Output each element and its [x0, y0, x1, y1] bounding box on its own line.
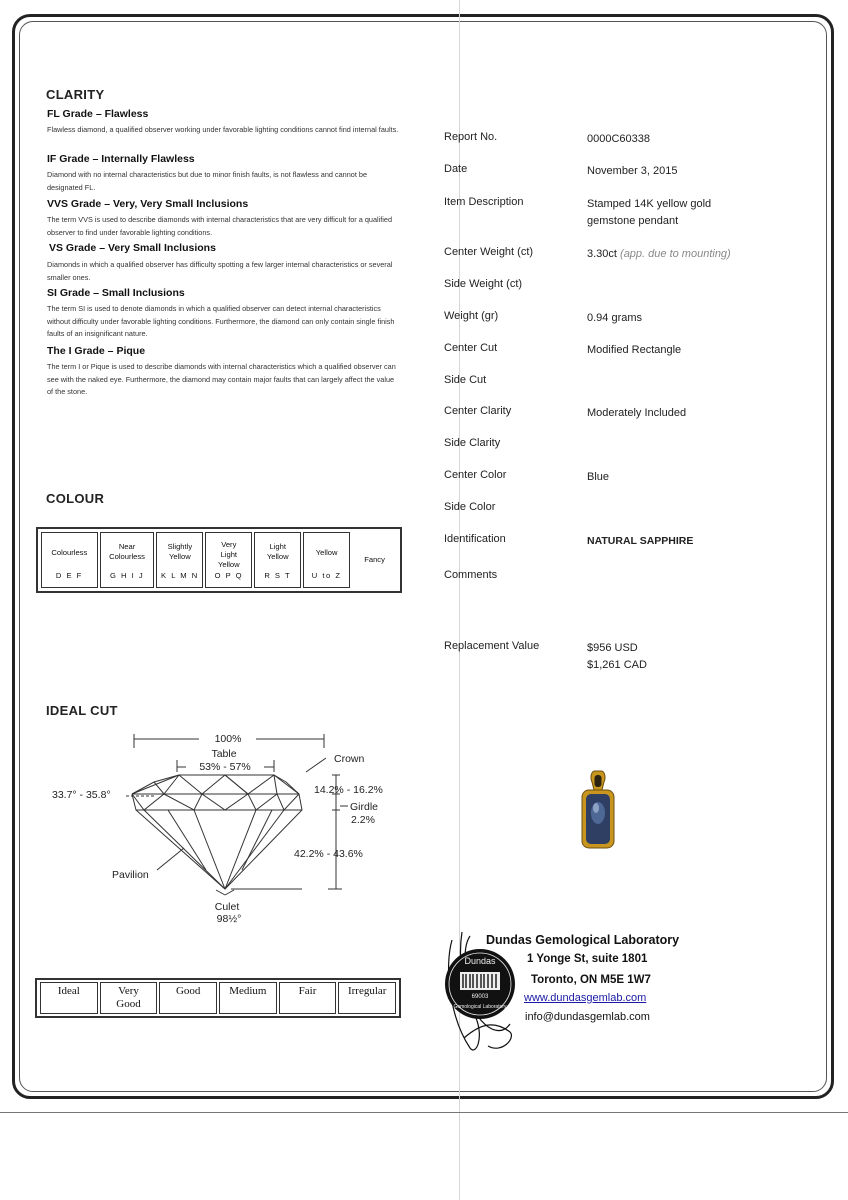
diagram-crown-height: 14.2% - 16.2%	[314, 784, 383, 796]
diagram-table-pct: 100%	[214, 733, 242, 745]
diagram-table-range: 53% - 57%	[199, 761, 251, 773]
diagram-culet-label: Culet	[214, 901, 240, 913]
colour-cell-letters: O P Q	[214, 571, 244, 580]
report-label: Center Clarity	[444, 405, 512, 417]
grade-title-if: IF Grade – Internally Flawless	[47, 153, 195, 165]
report-label: Side Clarity	[444, 437, 501, 449]
colour-cell-name: Near Colourless	[109, 542, 145, 561]
grade-title-si: SI Grade – Small Inclusions	[47, 287, 185, 299]
grade-desc-i: The term I or Pique is used to describe diamonds with internal characteristics which a qualified observer can see with the naked eye. Furthermore, the diamond may contain major faults that can largely affect the value of the stone.	[47, 362, 396, 396]
report-label: Identification	[444, 533, 506, 545]
grade-title-vvs: VVS Grade – Very, Very Small Inclusions	[47, 198, 249, 210]
grade-desc-if: Diamond with no internal characteristics but due to minor finish faults, is not flawless and cannot be designated FL.	[47, 170, 368, 192]
report-value: Moderately Included	[587, 407, 687, 419]
colour-cell-letters: D E F	[55, 571, 83, 580]
report-label: Side Color	[444, 501, 496, 513]
report-value: Stamped 14K yellow gold gemstone pendant	[587, 198, 712, 227]
ideal-cut-title: IDEAL CUT	[46, 703, 118, 718]
report-value: November 3, 2015	[587, 165, 678, 177]
colour-cell-name: Light Yellow	[266, 542, 289, 561]
grade-desc-si: The term SI is used to denote diamonds in which a qualified observer can detect internal characteristics without difficulty under favorable lighting conditions. Furthermore, the diamond can only contain single finish faults of an insignificant nature.	[47, 304, 395, 338]
colour-title: COLOUR	[46, 491, 105, 506]
grade-desc-fl: Flawless diamond, a qualified observer working under favorable lighting conditions cannot find internal faults.	[47, 125, 399, 134]
diagram-pavilion-depth: 42.2% - 43.6%	[294, 848, 363, 860]
report-value-group	[587, 246, 827, 263]
report-value: 0000C60338	[587, 133, 651, 145]
clarity-title: CLARITY	[46, 87, 105, 102]
seal-number: 69003	[471, 994, 489, 1000]
colour-cell	[303, 532, 350, 588]
lab-address-line1: 1 Yonge St, suite 1801	[527, 953, 648, 965]
diagram-table-label: Table	[211, 748, 237, 760]
cut-grade-table	[35, 978, 401, 1018]
report-value: Modified Rectangle	[587, 344, 682, 356]
diagram-girdle-pct: 2.2%	[351, 814, 375, 826]
diagram-pavilion-label: Pavilion	[112, 869, 149, 881]
grade-desc-vs: Diamonds in which a qualified observer has difficulty spotting a few larger internal characteristics or several smaller ones.	[47, 260, 393, 282]
report-value: Blue	[587, 471, 610, 483]
diagram-crown-label: Crown	[334, 753, 365, 765]
report-value: $956 USD $1,261 CAD	[587, 642, 647, 671]
colour-cell	[352, 532, 397, 588]
diagram-culet-angle: 98½°	[216, 913, 242, 925]
cut-grade-cell: Ideal	[40, 982, 98, 1014]
colour-cell	[156, 532, 203, 588]
pendant-photo	[578, 768, 618, 850]
cut-grade-cell: Good	[159, 982, 217, 1014]
grade-desc-vvs: The term VVS is used to describe diamonds with internal characteristics that are very difficult for a qualified observer to find under favorable lighting conditions.	[47, 215, 393, 237]
grade-title-fl: FL Grade – Flawless	[47, 108, 149, 120]
cut-grade-cell: Medium	[219, 982, 277, 1014]
seal-top-text: Dundas	[464, 956, 496, 966]
colour-cell-letters: R S T	[264, 571, 292, 580]
report-label: Center Weight (ct)	[444, 246, 534, 258]
diagram-crown-angle: 33.7° - 35.8°	[52, 789, 111, 801]
cut-grade-cell: Very Good	[100, 982, 158, 1014]
report-value: 0.94 grams	[587, 312, 643, 324]
report-value: NATURAL SAPPHIRE	[587, 535, 694, 547]
colour-cell-name: Yellow	[315, 548, 338, 557]
colour-cell	[41, 532, 98, 588]
report-label: Side Weight (ct)	[444, 278, 523, 290]
colour-cell-name: Colourless	[51, 548, 88, 557]
lab-address-line2: Toronto, ON M5E 1W7	[531, 974, 651, 986]
colour-cell-letters: G H I J	[109, 571, 145, 580]
colour-cell	[100, 532, 155, 588]
report-label: Weight (gr)	[444, 310, 499, 322]
report-label: Report No.	[444, 131, 498, 143]
report-label: Replacement Value	[444, 640, 540, 652]
colour-cell-name: Very Light Yellow	[217, 540, 240, 569]
colour-cell-letters: K L M N	[161, 571, 199, 580]
lab-name: Dundas Gemological Laboratory	[486, 933, 680, 947]
lab-website-link[interactable]: www.dundasgemlab.com	[524, 992, 647, 1004]
report-value: 3.30ct	[587, 248, 617, 260]
seal-bottom-text: Gemological Laboratory	[453, 1004, 507, 1010]
report-value-note: (app. due to mounting)	[620, 248, 731, 260]
cut-grade-cell: Fair	[279, 982, 337, 1014]
colour-cell	[254, 532, 301, 588]
report-label: Center Color	[444, 469, 507, 481]
cut-grade-cell: Irregular	[338, 982, 396, 1014]
colour-scale-table	[36, 527, 402, 593]
colour-cell-name: Fancy	[364, 555, 385, 564]
diamond-proportions-diagram	[44, 724, 424, 929]
lab-email: info@dundasgemlab.com	[525, 1011, 650, 1023]
grade-title-vs: VS Grade – Very Small Inclusions	[49, 242, 216, 254]
report-label: Date	[444, 163, 468, 175]
page-cut-line	[0, 1112, 848, 1113]
report-label: Comments	[444, 569, 498, 581]
colour-cell-name: Slightly Yellow	[167, 542, 193, 561]
report-label: Side Cut	[444, 374, 487, 386]
report-label: Center Cut	[444, 342, 498, 354]
colour-cell	[205, 532, 252, 588]
colour-cell-letters: U to Z	[311, 571, 342, 580]
grade-title-i: The I Grade – Pique	[47, 345, 146, 357]
diagram-girdle-label: Girdle	[350, 801, 379, 813]
report-label: Item Description	[444, 196, 524, 208]
